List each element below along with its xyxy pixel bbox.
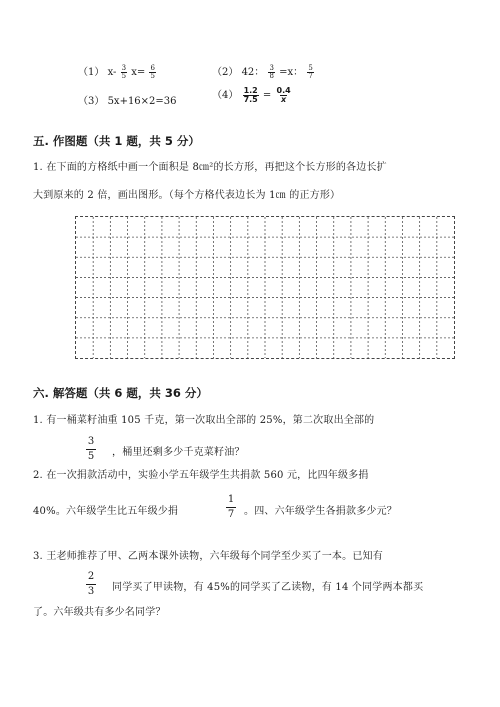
section-6-q2-fraction: [226, 495, 236, 520]
fraction-denominator: x: [281, 95, 287, 104]
equation-3-label: （3）: [78, 96, 105, 107]
section-6-q1-line1: 1. 有一桶菜籽油重 105 千克，第一次取出全部的 25%，第二次取出全部的: [33, 415, 375, 426]
equation-2-fraction-a: [268, 65, 274, 80]
section-6-q2-line1: 2. 在一次捐款活动中，实验小学五年级学生共捐款 560 元，比四年级多捐: [33, 470, 369, 481]
equation-4-label: （4）: [212, 90, 239, 101]
fraction-denominator: 8: [269, 72, 274, 80]
fraction-numerator: 5: [308, 64, 313, 72]
equation-1: [78, 63, 157, 80]
equation-3: [78, 92, 177, 107]
fraction-numerator: 6: [150, 64, 155, 72]
section-6-q1-fraction: [86, 437, 96, 462]
fraction-denominator: 5: [150, 72, 155, 80]
section-6-q2-line2-a: 40%。六年级学生比五年级少捐: [33, 506, 179, 517]
section-6-q1-line2: ，桶里还剩多少千克菜籽油？: [112, 447, 245, 458]
fraction-numerator: 2: [87, 571, 95, 582]
section-6-q2-line2-b: 。四、六年级学生各捐款多少元？: [244, 506, 397, 517]
fraction-bar: [86, 449, 96, 450]
equation-4-eq: =: [262, 90, 272, 101]
equation-4: [212, 86, 293, 104]
section-6-title: 六. 解答题（共 6 题，共 36 分）: [33, 386, 208, 400]
equation-2-mid: =x：: [279, 67, 304, 78]
square-grid-paper: [75, 216, 455, 359]
fraction-denominator: 7.5: [243, 95, 258, 104]
fraction-denominator: 5: [121, 72, 127, 80]
fraction-denominator: 7: [308, 72, 313, 80]
equation-1-mid: x=: [131, 67, 146, 78]
fraction-bar: [226, 507, 236, 508]
equation-2-fraction-b: [307, 65, 313, 80]
fraction-denominator: 3: [87, 586, 95, 597]
section-5-q1-line2: 大到原来的 2 倍，画出图形。（每个方格代表边长为 1㎝ 的正方形）: [33, 190, 341, 201]
equation-1-label: （1）: [78, 67, 105, 78]
fraction-numerator: 3: [269, 64, 274, 72]
fraction-numerator: 3: [87, 436, 95, 447]
equation-3-text: 5x+16×2=36: [107, 96, 177, 107]
section-6-q3-fraction: [86, 572, 96, 597]
equation-2-pre: 42：: [241, 67, 265, 78]
fraction-bar: [86, 584, 96, 585]
equation-2-label: （2）: [212, 67, 239, 78]
fraction-denominator: 5: [87, 451, 95, 462]
equation-1-fraction-b: [149, 65, 155, 80]
section-5-title: 五. 作图题（共 1 题，共 5 分）: [33, 134, 200, 148]
fraction-numerator: 0.4: [276, 86, 291, 95]
section-5-q1-line1: 1. 在下面的方格纸中画一个面积是 8㎝²的长方形，再把这个长方形的各边长扩: [33, 162, 387, 173]
fraction-numerator: 1.2: [243, 86, 258, 95]
grid-lines: [76, 217, 454, 358]
section-6-q3-line1: 3. 王老师推荐了甲、乙两本课外读物，六年级每个同学至少买了一本。已知有: [33, 551, 383, 562]
fraction-numerator: 3: [121, 64, 127, 72]
equation-1-pre: x-: [107, 67, 117, 78]
equation-4-fraction-a: [243, 87, 259, 104]
fraction-denominator: 7: [227, 509, 235, 520]
section-6-q3-line3: 了。六年级共有多少名同学？: [33, 607, 166, 618]
fraction-numerator: 1: [227, 494, 235, 505]
equation-1-fraction-a: [121, 65, 127, 80]
equation-4-fraction-b: [276, 87, 292, 104]
equation-2: [212, 63, 315, 80]
section-6-q3-line2: 同学买了甲读物，有 45%的同学买了乙读物，有 14 个同学两本都买: [112, 582, 424, 593]
